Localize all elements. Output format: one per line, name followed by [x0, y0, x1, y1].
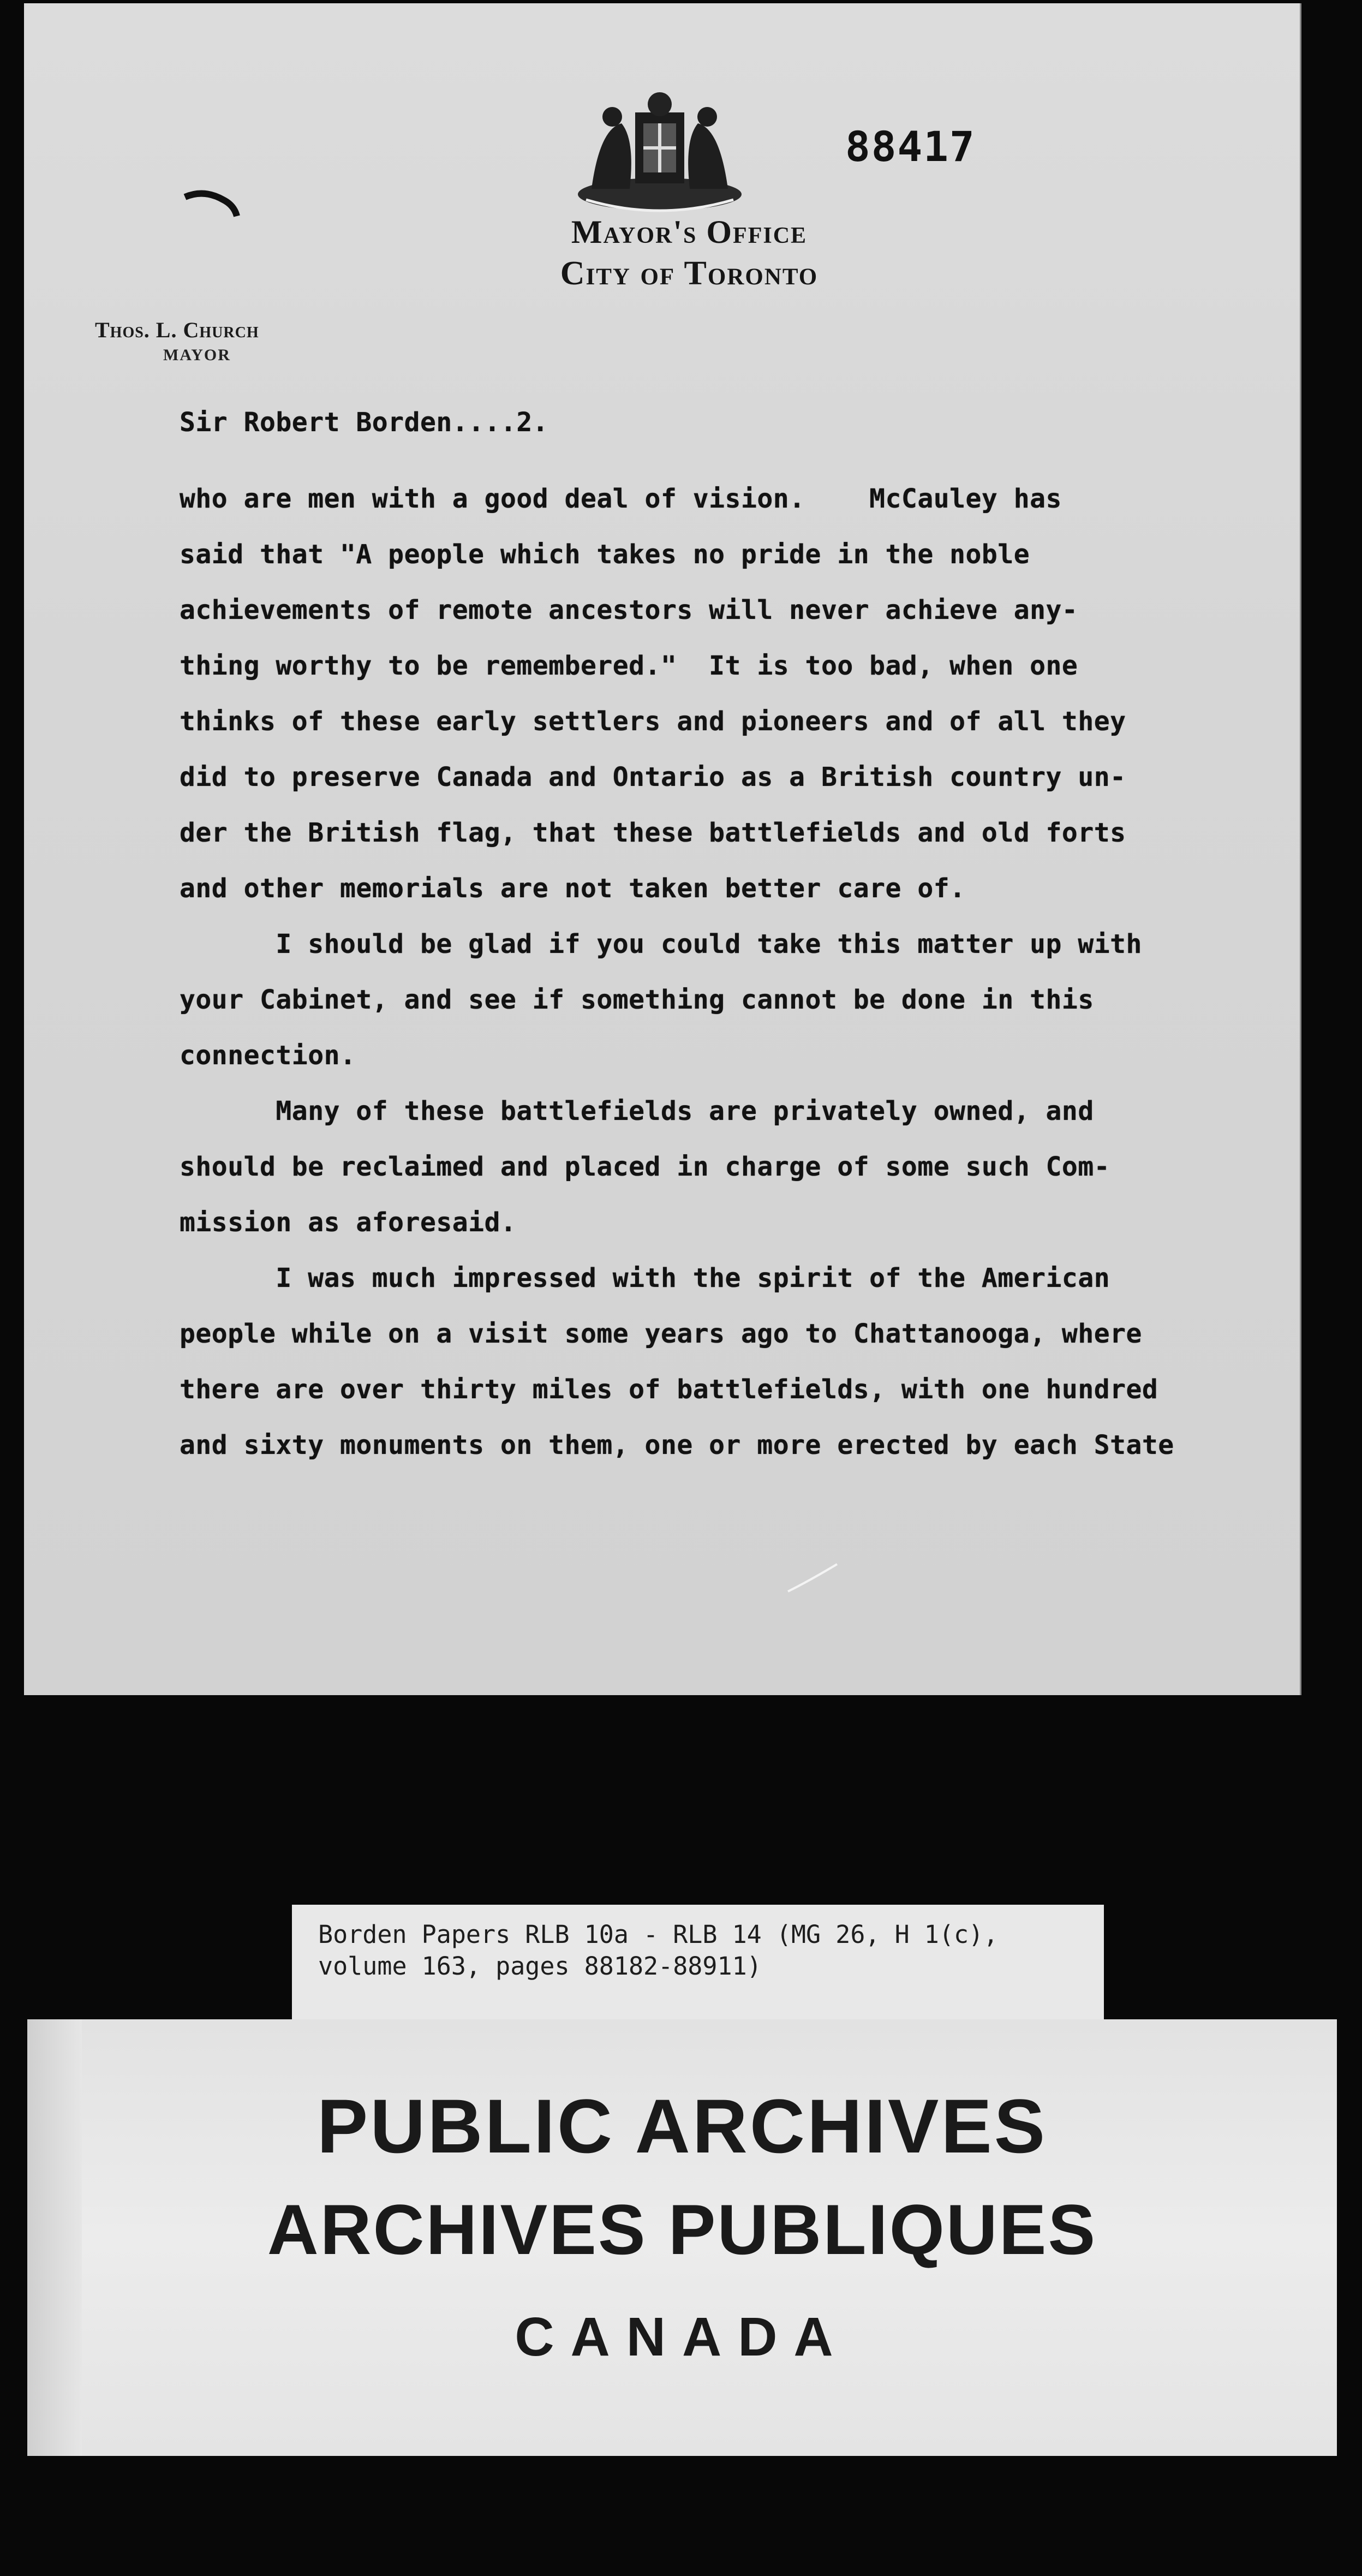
- body-line: I was much impressed with the spirit of the American: [180, 1263, 1110, 1293]
- body-line: mission as aforesaid.: [180, 1207, 517, 1238]
- body-line: people while on a visit some years ago to Chattanooga, where: [180, 1319, 1142, 1349]
- archive-title-english: PUBLIC ARCHIVES: [316, 2083, 1048, 2169]
- body-line: and other memorials are not taken better care of.: [180, 873, 966, 904]
- file-number: 88417: [845, 122, 976, 171]
- salutation: Sir Robert Borden....2.: [180, 407, 549, 438]
- body-line: I should be glad if you could take this matter up with: [180, 929, 1142, 959]
- office-heading: Mayor's Office: [571, 214, 808, 250]
- reference-slip: [292, 1905, 1104, 2019]
- body-line: should be reclaimed and placed in charge of some such Com-: [180, 1152, 1110, 1182]
- mayor-title: MAYOR: [163, 346, 231, 364]
- body-line: and sixty monuments on them, one or more erected by each State: [180, 1430, 1174, 1460]
- city-coat-of-arms-icon: [570, 91, 750, 216]
- reference-line: Borden Papers RLB 10a - RLB 14 (MG 26, H 1(c),: [318, 1920, 999, 1949]
- body-line: thinks of these early settlers and pioneers and of all they: [180, 706, 1126, 737]
- mayor-name: Thos. L. Church: [95, 318, 259, 342]
- body-line: said that "A people which takes no pride in the noble: [180, 539, 1030, 570]
- city-heading: City of Toronto: [560, 255, 819, 292]
- body-line: there are over thirty miles of battlefields, with one hundred: [180, 1374, 1158, 1405]
- letter-sheet: [24, 3, 1301, 1695]
- archive-country: CANADA: [515, 2306, 850, 2368]
- archive-title-french: ARCHIVES PUBLIQUES: [267, 2190, 1097, 2269]
- body-line: who are men with a good deal of vision. McCauley has: [180, 484, 1062, 514]
- archive-card: [27, 2019, 1337, 2456]
- body-line: connection.: [180, 1040, 356, 1071]
- body-line: Many of these battlefields are privately owned, and: [180, 1096, 1094, 1126]
- scratch-mark-icon: [782, 1559, 843, 1597]
- body-line: did to preserve Canada and Ontario as a British country un-: [180, 762, 1126, 792]
- body-line: your Cabinet, and see if something cannot be done in this: [180, 985, 1094, 1015]
- body-line: der the British flag, that these battlefields and old forts: [180, 818, 1126, 848]
- body-line: thing worthy to be remembered." It is too bad, when one: [180, 651, 1078, 681]
- reference-line: volume 163, pages 88182-88911): [318, 1952, 762, 1981]
- body-line: achievements of remote ancestors will never achieve any-: [180, 595, 1078, 625]
